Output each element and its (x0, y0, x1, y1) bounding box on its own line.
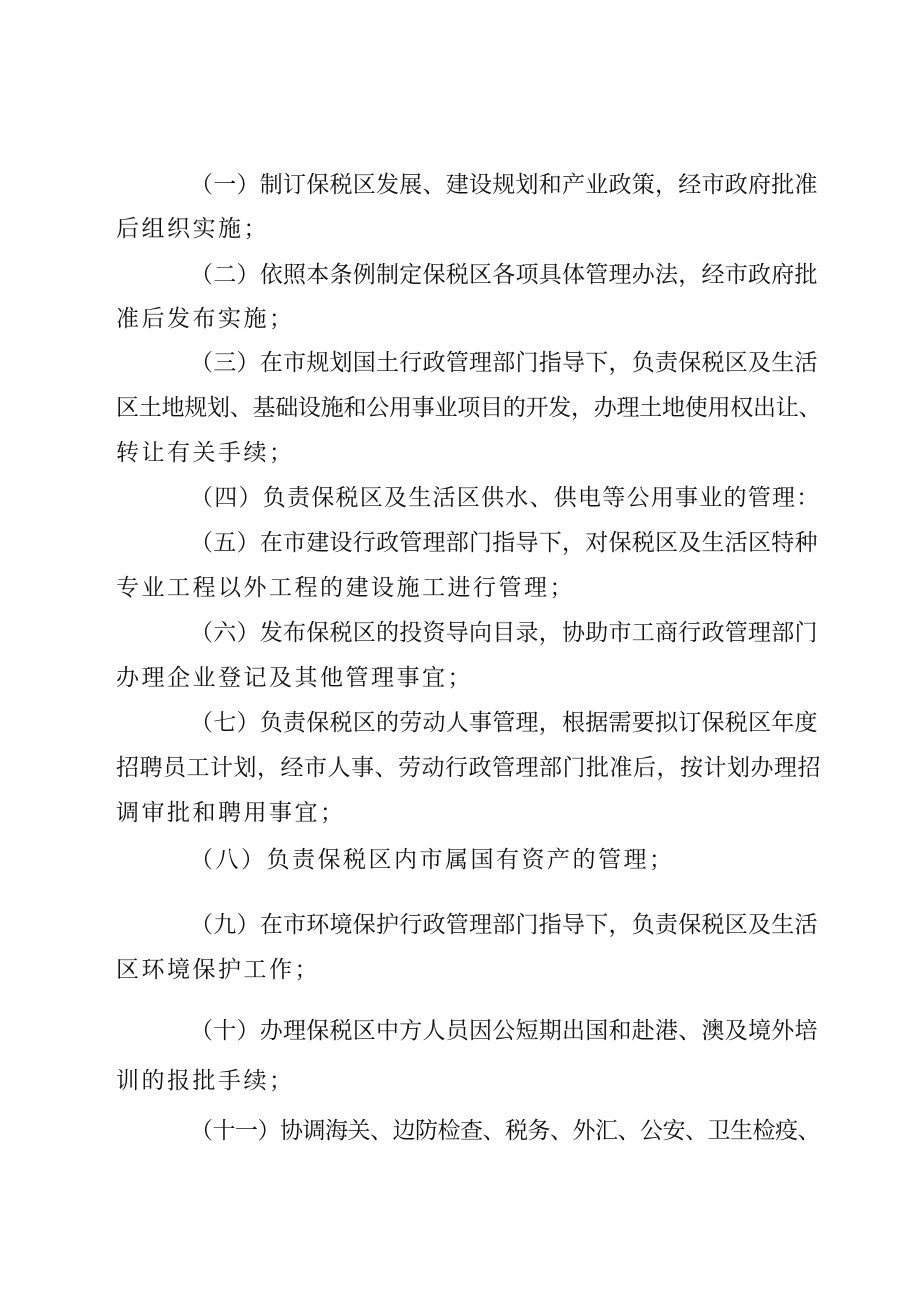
item-3-line-2: 区土地规划、基础设施和公用事业项目的开发，办理土地使用权出让、 (116, 395, 822, 421)
item-3-line-1: （三）在市规划国土行政管理部门指导下，负责保税区及生活 (190, 350, 818, 376)
item-5-line-2: 专业工程以外工程的建设施工进行管理； (116, 575, 575, 601)
item-10-line-1: （十）办理保税区中方人员因公短期出国和赴港、澳及境外培 (190, 1018, 818, 1044)
item-2-line-1: （二）依照本条例制定保税区各项具体管理办法，经市政府批 (190, 262, 818, 288)
item-1-line-1: （一）制订保税区发展、建设规划和产业政策，经市政府批准 (190, 172, 818, 198)
item-6-line-1: （六）发布保税区的投资导向目录，协助市工商行政管理部门 (190, 620, 818, 646)
item-5-line-1: （五）在市建设行政管理部门指导下，对保税区及生活区特种 (190, 530, 818, 556)
item-6-line-2: 办理企业登记及其他管理事宜； (116, 665, 473, 691)
item-8-line-1: （八）负责保税区内市属国有资产的管理； (190, 847, 675, 873)
item-11-line-1: （十一）协调海关、边防检查、税务、外汇、公安、卫生检疫、 (190, 1118, 820, 1144)
item-9-line-2: 区环境保护工作； (116, 957, 320, 983)
item-1-line-2: 后组织实施； (116, 216, 269, 242)
item-2-line-2: 准后发布实施； (116, 306, 295, 332)
item-4-line-1: （四）负责保税区及生活区供水、供电等公用事业的管理： (190, 485, 821, 511)
item-7-line-1: （七）负责保税区的劳动人事管理，根据需要拟订保税区年度 (190, 710, 818, 736)
item-7-line-3: 调审批和聘用事宜； (116, 800, 346, 826)
item-3-line-3: 转让有关手续； (116, 440, 295, 466)
item-10-line-2: 训的报批手续； (116, 1068, 295, 1094)
item-9-line-1: （九）在市环境保护行政管理部门指导下，负责保税区及生活 (190, 912, 818, 938)
item-7-line-2: 招聘员工计划，经市人事、劳动行政管理部门批准后，按计划办理招 (116, 755, 821, 781)
